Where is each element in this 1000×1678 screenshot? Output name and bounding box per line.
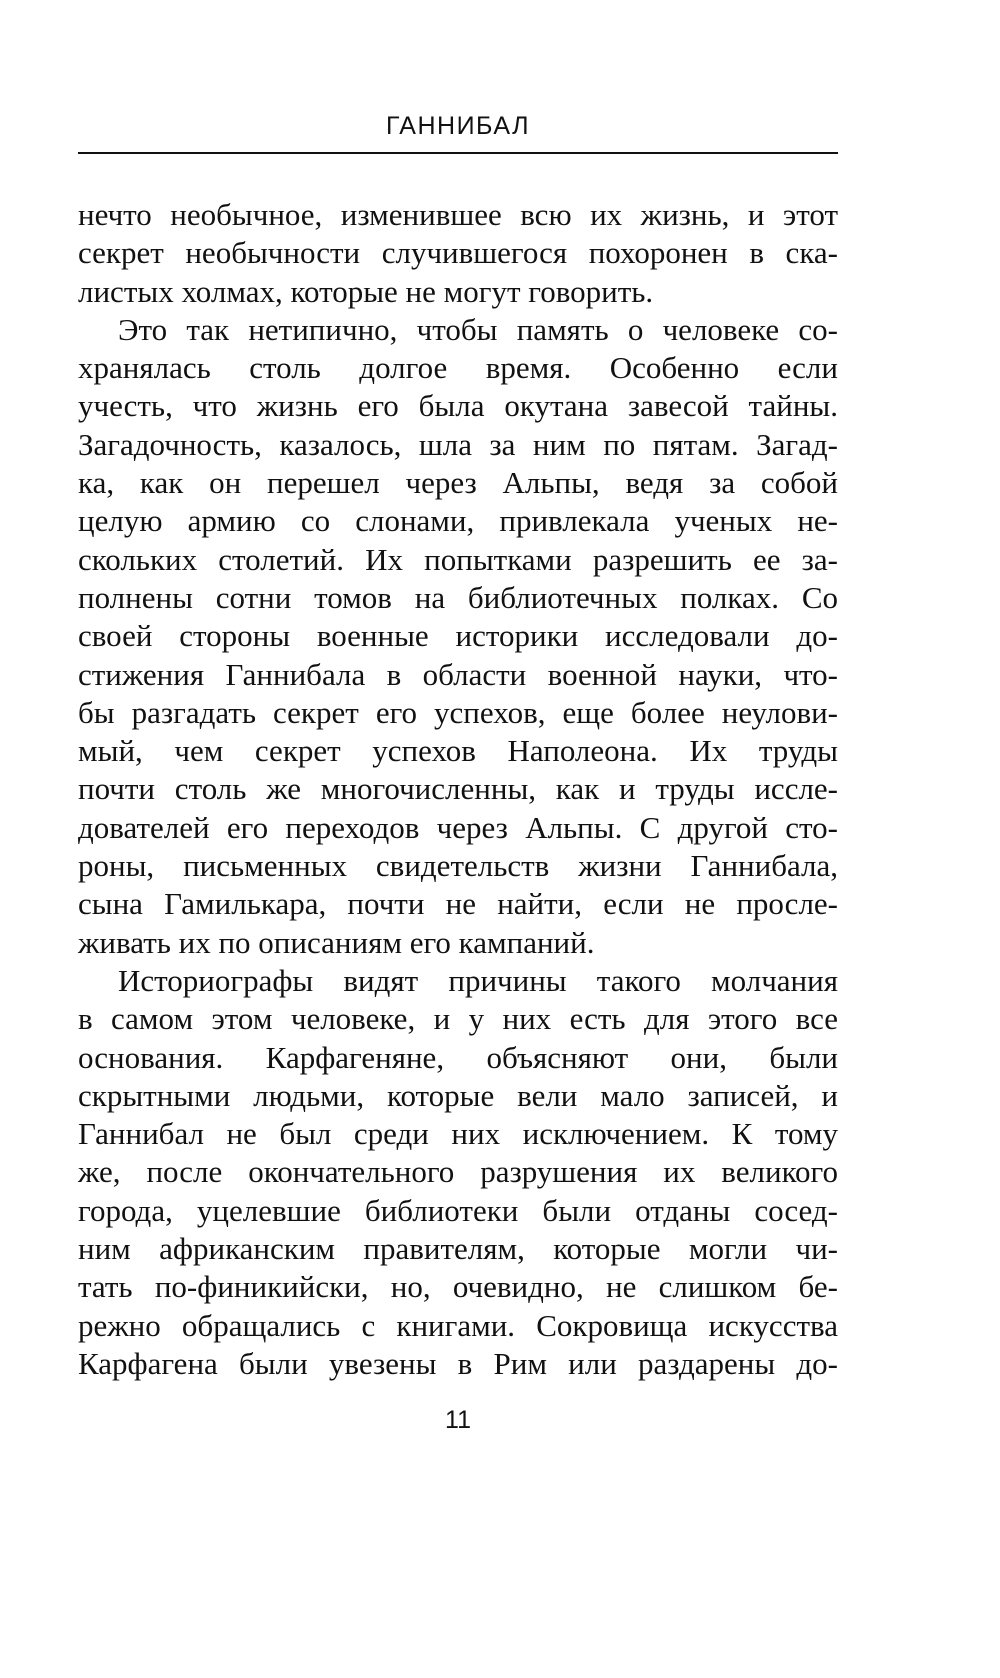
text-line: Загадочность, казалось, шла за ним по пятам. Загад- [78,426,838,462]
body-text [78,196,838,1383]
text-line: в самом этом человеке, и у них есть для этого все [78,1001,838,1037]
text-line: Ганнибал не был среди них исключением. К тому [78,1116,838,1152]
text-line: полнены сотни томов на библиотечных полках. Со [78,579,838,615]
text-line: стижения Ганнибала в области военной науки, что- [78,656,838,692]
text-line: скольких столетий. Их попытками разрешить ее за- [78,541,838,577]
text-line: ка, как он перешел через Альпы, ведя за собой [78,465,838,501]
page-number: 11 [445,1406,471,1434]
text-line: учесть, что жизнь его была окутана завесой тайны. [78,388,838,424]
text-line: Карфагена были увезены в Рим или раздарены до- [78,1345,838,1381]
text-line: скрытными людьми, которые вели мало записей, и [78,1077,838,1113]
text-line: роны, письменных свидетельств жизни Ганнибала, [78,848,838,884]
text-line: целую армию со слонами, привлекала ученых не- [78,503,838,539]
text-line: основания. Карфагеняне, объясняют они, были [78,1039,838,1075]
text-line: сына Гамилькара, почти не найти, если не просле- [78,886,838,922]
text-line: города, уцелевшие библиотеки были отданы сосед- [78,1192,838,1228]
text-line: бы разгадать секрет его успехов, еще более неулови- [78,694,838,730]
text-line: своей стороны военные историки исследовали до- [78,618,838,654]
text-line: дователей его переходов через Альпы. С другой сто- [78,809,838,845]
text-line: режно обращались с книгами. Сокровища искусства [78,1307,838,1343]
text-line: хранялась столь долгое время. Особенно если [78,350,838,386]
header-rule [78,152,838,154]
text-line: листых холмах, которые не могут говорить. [78,273,654,309]
text-line: секрет необычности случившегося похоронен в ска- [78,235,838,271]
text-line: Историографы видят причины такого молчания [118,962,838,998]
text-line: живать их по описаниям его кампаний. [78,924,595,960]
text-line: тать по-финикийски, но, очевидно, не слишком бе- [78,1269,838,1305]
text-line: нечто необычное, изменившее всю их жизнь, и этот [78,197,838,232]
text-line: почти столь же многочисленны, как и труды иссле- [78,771,838,807]
text-line: Это так нетипично, чтобы память о человеке со- [118,311,838,347]
text-line: же, после окончательного разрушения их великого [78,1154,838,1190]
running-header: ГАННИБАЛ [385,112,531,140]
text-line: ним африканским правителям, которые могли чи- [78,1231,838,1267]
text-line: мый, чем секрет успехов Наполеона. Их труды [78,733,838,769]
